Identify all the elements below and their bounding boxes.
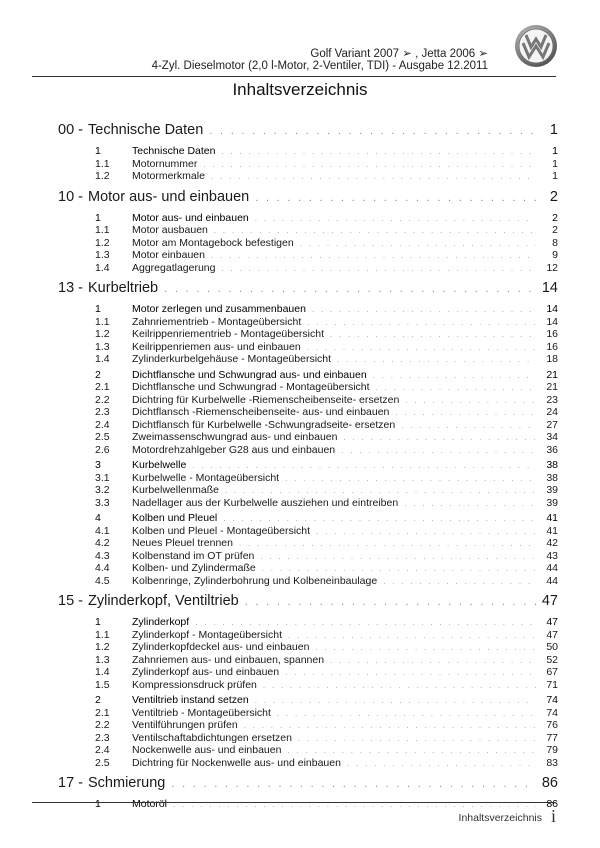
toc-chapter-entry[interactable] [58, 280, 558, 300]
dot-leader [221, 264, 536, 273]
toc-entry-title: Zylinderkopf, Ventiltrieb [88, 593, 239, 609]
dot-leader [255, 214, 536, 223]
toc-section-entry[interactable] [58, 654, 558, 667]
toc-section-entry[interactable] [58, 431, 558, 444]
toc-entry-page: 47 [541, 593, 558, 609]
toc-section-entry[interactable] [58, 249, 558, 262]
toc-entry-number: 4.3 [95, 549, 110, 562]
toc-entry-number: 2.2 [95, 393, 110, 406]
toc-entry-number: 1 [95, 211, 101, 224]
toc-entry-page: 14 [546, 303, 558, 315]
toc-entry-page: 50 [546, 641, 558, 653]
toc-section-entry[interactable] [58, 616, 558, 629]
toc-entry-number: 2.5 [95, 431, 110, 443]
toc-entry-number: 1.1 [95, 315, 110, 328]
toc-entry-page: 67 [546, 666, 558, 678]
dot-leader [288, 631, 536, 640]
toc-entry-number: 2.4 [95, 744, 110, 756]
header-models: Golf Variant 2007 ➢ , Jetta 2006 ➢ [310, 48, 488, 60]
toc-entry-title: Zylinderkopf aus- und einbauen [132, 666, 280, 678]
toc-entry-title: Ventiltrieb - Montageübersicht [132, 706, 271, 719]
toc-entry-page: 16 [546, 328, 558, 340]
toc-entry-number: 1.1 [95, 157, 110, 170]
dot-leader [404, 499, 536, 508]
header-divider [32, 76, 556, 77]
toc-entry-page: 86 [546, 798, 558, 810]
toc-entry-title: Motor aus- und einbauen [88, 188, 250, 205]
toc-entry-number: 4.5 [95, 574, 110, 587]
toc-section-entry[interactable] [58, 472, 558, 485]
toc-entry-title: Motor zerlegen und zusammenbauen [132, 303, 306, 315]
toc-section-entry[interactable] [58, 369, 558, 382]
toc-entry-title: Kolbenringe, Zylinderbohrung und Kolbeneinbaulage [132, 574, 378, 587]
toc-entry-number: 2.2 [95, 719, 110, 731]
toc-chapter-entry[interactable] [58, 189, 558, 209]
page-title: Inhaltsverzeichnis [232, 80, 368, 99]
dot-leader [260, 552, 536, 561]
toc-entry-title: Kolben und Pleuel - Montageübersicht [132, 524, 311, 537]
toc-entry-title: Aggregatlagerung [132, 261, 216, 274]
toc-entry-number: 1.5 [95, 678, 110, 691]
toc-entry-page: 1 [552, 170, 558, 182]
toc-section-entry[interactable] [58, 484, 558, 497]
dot-leader [298, 734, 536, 743]
dot-leader [383, 577, 536, 586]
toc-section-entry[interactable] [58, 694, 558, 707]
toc-entry-page: 76 [546, 719, 558, 731]
dot-leader [343, 433, 536, 442]
dot-leader [171, 778, 536, 790]
toc-entry-page: 2 [549, 188, 558, 205]
dot-leader [330, 656, 536, 665]
toc-entry-title: Dichtflansch -Riemenscheibenseite- aus- und einbauen [132, 406, 390, 418]
toc-entry-page: 8 [552, 236, 558, 249]
toc-entry-page: 21 [546, 381, 558, 393]
toc-entry-title: Kurbeltrieb [88, 280, 159, 296]
toc-entry-title: Ventilführungen prüfen [132, 719, 238, 731]
toc-section-entry[interactable] [58, 381, 558, 394]
toc-entry-title: Motor ausbauen [132, 224, 208, 236]
toc-entry-title: Motordrehzahlgeber G28 aus und einbauen [132, 443, 336, 456]
toc-section-entry[interactable] [58, 537, 558, 550]
toc-entry-number: 1.2 [95, 328, 110, 340]
toc-entry-title: Kurbelwelle [132, 459, 187, 471]
toc-entry-number: 13 - [58, 280, 83, 296]
toc-section-entry[interactable] [58, 562, 558, 575]
dot-leader [330, 330, 536, 339]
toc-entry-title: Keilrippenriementrieb - Montageübersicht [132, 328, 325, 340]
toc-entry-number: 2.5 [95, 756, 110, 769]
dot-leader [395, 408, 536, 417]
toc-entry-number: 1.4 [95, 353, 110, 365]
dot-leader [341, 446, 536, 455]
toc-entry-title: Motor aus- und einbauen [132, 211, 249, 224]
toc-section-entry[interactable] [58, 629, 558, 642]
dot-leader [203, 160, 536, 169]
toc-entry-page: 79 [546, 744, 558, 756]
toc-entry-page: 14 [541, 280, 558, 296]
toc-section-entry[interactable] [58, 575, 558, 588]
toc-entry-number: 3 [95, 459, 101, 471]
toc-entry-number: 1.2 [95, 170, 110, 182]
dot-leader [277, 709, 536, 718]
dot-leader [195, 618, 536, 627]
toc-entry-title: Ventiltrieb instand setzen [132, 694, 249, 706]
toc-section-entry[interactable] [58, 262, 558, 275]
toc-entry-number: 1.3 [95, 340, 110, 353]
toc-section-entry[interactable] [58, 525, 558, 538]
toc-entry-number: 1 [95, 145, 101, 157]
toc-section-entry[interactable] [58, 459, 558, 472]
toc-entry-page: 77 [546, 731, 558, 744]
toc-entry-title: Keilrippenriemen aus- und einbauen [132, 340, 301, 353]
toc-entry-title: Kompressionsdruck prüfen [132, 678, 257, 691]
toc-entry-page: 71 [546, 678, 558, 691]
dot-leader [316, 527, 536, 536]
dot-leader [211, 172, 536, 181]
dot-leader [244, 721, 536, 730]
toc-chapter-entry[interactable] [58, 593, 558, 613]
toc-chapter-entry[interactable] [58, 775, 558, 795]
dot-leader [285, 668, 536, 677]
toc-entry-page: 39 [546, 484, 558, 496]
toc-entry-page: 16 [546, 340, 558, 353]
toc-entry-number: 2.6 [95, 443, 110, 456]
toc-entry-page: 21 [546, 368, 558, 381]
toc-entry-title: Zylinderkurbelgehäuse - Montageübersicht [132, 353, 332, 365]
toc-section-entry[interactable] [58, 497, 558, 510]
toc-entry-number: 3.1 [95, 471, 110, 484]
toc-entry-page: 74 [546, 694, 558, 706]
toc-section-entry[interactable] [58, 328, 558, 341]
dot-leader [307, 343, 536, 352]
toc-entry-title: Schmierung [88, 775, 166, 791]
toc-entry-page: 1 [549, 122, 558, 138]
toc-entry-page: 44 [546, 562, 558, 574]
toc-section-entry[interactable] [58, 550, 558, 563]
toc-section-entry[interactable] [58, 666, 558, 679]
toc-entry-title: Kolben- und Zylindermaße [132, 562, 256, 574]
toc-entry-page: 12 [546, 261, 558, 274]
toc-entry-page: 24 [546, 406, 558, 418]
toc-section-entry[interactable] [58, 732, 558, 745]
dot-leader [285, 474, 536, 483]
dot-leader [239, 539, 536, 548]
toc-entry-title: Kurbelwelle - Montageübersicht [132, 471, 280, 484]
toc-entry-number: 2.1 [95, 381, 110, 393]
toc-section-entry[interactable] [58, 419, 558, 432]
toc-entry-title: Motornummer [132, 157, 198, 170]
toc-entry-number: 2.3 [95, 406, 110, 418]
toc-section-entry[interactable] [58, 406, 558, 419]
toc-entry-title: Dichtflansche und Schwungrad - Montageübersicht [132, 381, 370, 393]
toc-entry-number: 3.3 [95, 496, 110, 509]
dot-leader [255, 192, 536, 204]
toc-entry-number: 1.1 [95, 224, 110, 236]
footer-page-number: i [550, 806, 556, 826]
toc-entry-title: Dichtflansche und Schwungrad aus- und einbauen [132, 368, 367, 381]
toc-section-entry[interactable] [58, 158, 558, 171]
toc-entry-number: 1.2 [95, 236, 110, 249]
toc-entry-title: Kurbelwellenmaße [132, 484, 219, 496]
dot-leader [225, 486, 536, 495]
toc-entry-page: 83 [546, 756, 558, 769]
dot-leader [262, 564, 536, 573]
toc-entry-number: 00 - [58, 122, 83, 138]
toc-entry-page: 18 [546, 353, 558, 365]
toc-entry-title: Nockenwelle aus- und einbauen [132, 744, 282, 756]
toc-section-entry[interactable] [58, 353, 558, 366]
toc-entry-title: Technische Daten [132, 145, 216, 157]
toc-entry-page: 44 [546, 574, 558, 587]
dot-leader [223, 514, 536, 523]
toc-entry-title: Kolben und Pleuel [132, 512, 218, 524]
toc-entry-number: 17 - [58, 775, 83, 791]
dot-leader [214, 226, 536, 235]
toc-section-entry[interactable] [58, 316, 558, 329]
toc-entry-page: 39 [546, 496, 558, 509]
dot-leader [263, 681, 536, 690]
toc-entry-page: 34 [546, 431, 558, 443]
toc-entry-title: Zahnriementrieb - Montageübersicht [132, 315, 302, 328]
dot-leader [192, 461, 536, 470]
toc-entry-number: 15 - [58, 593, 83, 609]
toc-entry-title: Motor einbauen [132, 249, 205, 261]
toc-entry-page: 38 [546, 471, 558, 484]
toc-entry-number: 4.4 [95, 562, 110, 574]
dot-leader [315, 643, 536, 652]
table-of-contents [58, 116, 558, 811]
dot-leader [307, 318, 536, 327]
toc-entry-page: 36 [546, 443, 558, 456]
toc-entry-title: Technische Daten [88, 122, 204, 138]
toc-entry-number: 4.2 [95, 537, 110, 549]
toc-section-entry[interactable] [58, 341, 558, 354]
toc-section-entry[interactable] [58, 798, 558, 811]
toc-entry-number: 4.1 [95, 524, 110, 537]
toc-entry-page: 9 [552, 249, 558, 261]
toc-entry-page: 2 [552, 211, 558, 224]
toc-section-entry[interactable] [58, 679, 558, 692]
toc-entry-title: Zylinderkopfdeckel aus- und einbauen [132, 641, 310, 653]
toc-entry-page: 23 [546, 393, 558, 406]
toc-entry-number: 1.3 [95, 249, 110, 261]
dot-leader [376, 383, 536, 392]
toc-section-entry[interactable] [58, 641, 558, 654]
toc-entry-title: Neues Pleuel trennen [132, 537, 233, 549]
toc-entry-title: Zylinderkopf [132, 616, 190, 628]
dot-leader [164, 283, 536, 295]
toc-entry-title: Ventilschaftabdichtungen ersetzen [132, 731, 292, 744]
toc-entry-page: 1 [552, 157, 558, 170]
toc-section-entry[interactable] [58, 444, 558, 457]
toc-section-entry[interactable] [58, 719, 558, 732]
toc-entry-number: 3.2 [95, 484, 110, 496]
toc-entry-title: Motormerkmale [132, 170, 205, 182]
toc-section-entry[interactable] [58, 512, 558, 525]
toc-entry-number: 10 - [58, 188, 83, 205]
dot-leader [405, 396, 536, 405]
dot-leader [300, 239, 536, 248]
toc-entry-number: 1.4 [95, 666, 110, 678]
toc-entry-title: Nadellager aus der Kurbelwelle ausziehen und eintreiben [132, 496, 399, 509]
toc-entry-page: 47 [546, 616, 558, 628]
dot-leader [221, 147, 536, 156]
toc-section-entry[interactable] [58, 303, 558, 316]
toc-entry-number: 1.3 [95, 653, 110, 666]
toc-entry-title: Zweimassenschwungrad aus- und einbauen [132, 431, 338, 443]
toc-entry-number: 2.4 [95, 418, 110, 431]
toc-chapter-entry[interactable] [58, 122, 558, 142]
toc-section-entry[interactable] [58, 237, 558, 250]
toc-entry-page: 86 [541, 775, 558, 791]
toc-entry-page: 47 [546, 628, 558, 641]
toc-section-entry[interactable] [58, 744, 558, 757]
toc-section-entry[interactable] [58, 757, 558, 770]
toc-section-entry[interactable] [58, 212, 558, 225]
toc-entry-page: 41 [546, 524, 558, 537]
footer-divider [32, 802, 556, 803]
vw-logo-icon [514, 24, 558, 68]
toc-entry-page: 14 [546, 315, 558, 328]
dot-leader [337, 355, 536, 364]
toc-section-entry[interactable] [58, 145, 558, 158]
toc-entry-page: 42 [546, 537, 558, 549]
dot-leader [347, 759, 536, 768]
dot-leader [255, 696, 536, 705]
toc-entry-number: 1.2 [95, 641, 110, 653]
toc-entry-page: 52 [546, 653, 558, 666]
toc-entry-page: 41 [546, 512, 558, 524]
toc-entry-page: 27 [546, 418, 558, 431]
toc-section-entry[interactable] [58, 707, 558, 720]
toc-entry-number: 1.1 [95, 628, 110, 641]
toc-entry-page: 2 [552, 224, 558, 236]
toc-entry-number: 2.3 [95, 731, 110, 744]
footer-section-label: Inhaltsverzeichnis [458, 812, 542, 824]
toc-entry-number: 4 [95, 512, 101, 524]
toc-entry-page: 38 [546, 459, 558, 471]
toc-entry-number: 1 [95, 303, 101, 315]
toc-entry-title: Motoröl [132, 798, 168, 810]
toc-entry-page: 74 [546, 706, 558, 719]
toc-entry-title: Dichtring für Nockenwelle aus- und einbauen [132, 756, 341, 769]
toc-entry-number: 2 [95, 694, 101, 706]
toc-section-entry[interactable] [58, 224, 558, 237]
dot-leader [245, 596, 536, 608]
toc-entry-number: 2.1 [95, 706, 110, 719]
toc-entry-title: Kolbenstand im OT prüfen [132, 549, 255, 562]
dot-leader [373, 371, 536, 380]
toc-entry-number: 1.4 [95, 261, 110, 274]
toc-entry-title: Dichtflansch für Kurbelwelle -Schwungradseite- ersetzen [132, 418, 396, 431]
header-engine-edition: 4-Zyl. Dieselmotor (2,0 l-Motor, 2-Ventiler, TDI) - Ausgabe 12.2011 [151, 60, 488, 72]
toc-section-entry[interactable] [58, 170, 558, 183]
toc-entry-title: Zylinderkopf - Montageübersicht [132, 628, 282, 641]
toc-entry-number: 1 [95, 616, 101, 628]
dot-leader [401, 421, 536, 430]
toc-entry-title: Zahnriemen aus- und einbauen, spannen [132, 653, 325, 666]
dot-leader [287, 746, 536, 755]
toc-entry-title: Motor am Montagebock befestigen [132, 236, 294, 249]
toc-entry-page: 1 [552, 145, 558, 157]
toc-entry-number: 1 [95, 798, 101, 810]
dot-leader [209, 125, 536, 137]
toc-entry-page: 43 [546, 549, 558, 562]
toc-entry-title: Dichtring für Kurbelwelle -Riemenscheibenseite- ersetzen [132, 393, 400, 406]
toc-entry-number: 2 [95, 368, 101, 381]
toc-section-entry[interactable] [58, 394, 558, 407]
dot-leader [211, 251, 536, 260]
dot-leader [312, 305, 536, 314]
